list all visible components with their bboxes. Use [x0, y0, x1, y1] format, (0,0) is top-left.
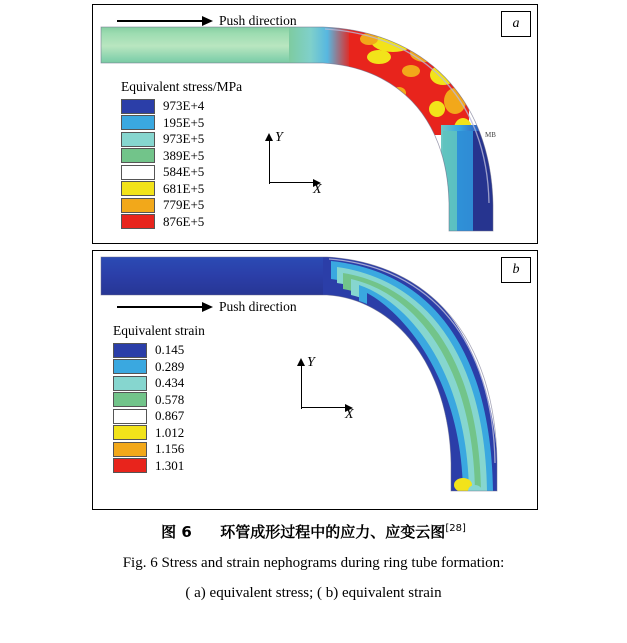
push-direction-b: [117, 299, 297, 315]
legend-swatch: [121, 181, 155, 196]
legend-item: [121, 115, 242, 132]
caption-english-line2: ( a) equivalent stress; ( b) equivalent strain: [185, 585, 442, 601]
axis-x-label-a: X: [313, 182, 322, 197]
legend-swatch: [121, 165, 155, 180]
legend-value: 779E+5: [163, 197, 205, 213]
legend-a: [121, 79, 242, 230]
axis-y-line: [269, 140, 270, 184]
legend-item: [113, 392, 205, 409]
axis-y-label-b: Y: [307, 355, 315, 370]
legend-swatch: [113, 409, 147, 424]
caption-cn-text: 环管成形过程中的应力、应变云图: [220, 523, 446, 541]
legend-item: [113, 425, 205, 442]
legend-item: [121, 148, 242, 165]
legend-value: 1.156: [155, 441, 185, 457]
push-direction-label-b: Push direction: [219, 299, 297, 314]
legend-value: 1.301: [155, 457, 185, 473]
axis-y-line: [301, 365, 302, 409]
legend-swatch: [113, 343, 147, 358]
push-direction-label-a: Push direction: [219, 13, 297, 28]
legend-b: [113, 323, 205, 474]
panel-tag-b: b: [501, 257, 531, 283]
legend-value: 0.289: [155, 358, 185, 374]
legend-item: [121, 98, 242, 115]
legend-value: 876E+5: [163, 213, 205, 229]
push-direction-a: [117, 13, 297, 29]
legend-value: 0.434: [155, 375, 185, 391]
legend-value: 389E+5: [163, 147, 205, 163]
legend-item: [113, 359, 205, 376]
arrow-right-icon: [117, 302, 213, 312]
legend-value: 0.867: [155, 408, 185, 424]
legend-swatch: [121, 99, 155, 114]
legend-swatch: [113, 458, 147, 473]
legend-item: [113, 375, 205, 392]
legend-value: 584E+5: [163, 164, 205, 180]
legend-value: 973E+5: [163, 131, 205, 147]
legend-item: [121, 164, 242, 181]
panel-b-equivalent-strain: [92, 250, 538, 510]
panel-tag-a: a: [501, 11, 531, 37]
legend-item: [121, 214, 242, 231]
arrow-right-icon: [117, 16, 213, 26]
legend-swatch: [113, 425, 147, 440]
legend-value: 681E+5: [163, 180, 205, 196]
legend-swatch: [113, 392, 147, 407]
legend-value: 195E+5: [163, 114, 205, 130]
axis-x-line: [269, 182, 315, 183]
legend-item: [121, 181, 242, 198]
legend-value: 1.012: [155, 424, 185, 440]
legend-swatch: [113, 376, 147, 391]
axes-a: [261, 130, 335, 196]
legend-swatch: [121, 198, 155, 213]
legend-item: [121, 131, 242, 148]
caption-english-line1: Fig. 6 Stress and strain nephograms during ring tube formation:: [122, 555, 505, 571]
svg-text:MB: MB: [485, 131, 496, 139]
legend-item: [113, 458, 205, 475]
caption-cn-reference: [28]: [445, 523, 466, 534]
legend-value: 973E+4: [163, 98, 205, 114]
axis-x-line: [301, 407, 347, 408]
axis-x-label-b: X: [345, 407, 354, 422]
legend-item: [113, 342, 205, 359]
caption-cn-label: 图 6: [161, 523, 192, 541]
legend-title-b: Equivalent strain: [113, 323, 205, 338]
legend-value: 0.145: [155, 342, 185, 358]
legend-value: 0.578: [155, 391, 185, 407]
axes-b: [293, 355, 367, 421]
legend-swatch: [121, 115, 155, 130]
axis-y-label-a: Y: [275, 130, 283, 145]
panel-a-equivalent-stress: [92, 4, 538, 244]
legend-swatch: [121, 132, 155, 147]
legend-swatch: [113, 359, 147, 374]
caption-chinese: [0, 521, 627, 542]
legend-swatch: [113, 442, 147, 457]
legend-item: [113, 441, 205, 458]
legend-swatch: [121, 148, 155, 163]
legend-item: [113, 408, 205, 425]
legend-title-a: Equivalent stress/MPa: [121, 79, 243, 94]
legend-swatch: [121, 214, 155, 229]
legend-item: [121, 197, 242, 214]
